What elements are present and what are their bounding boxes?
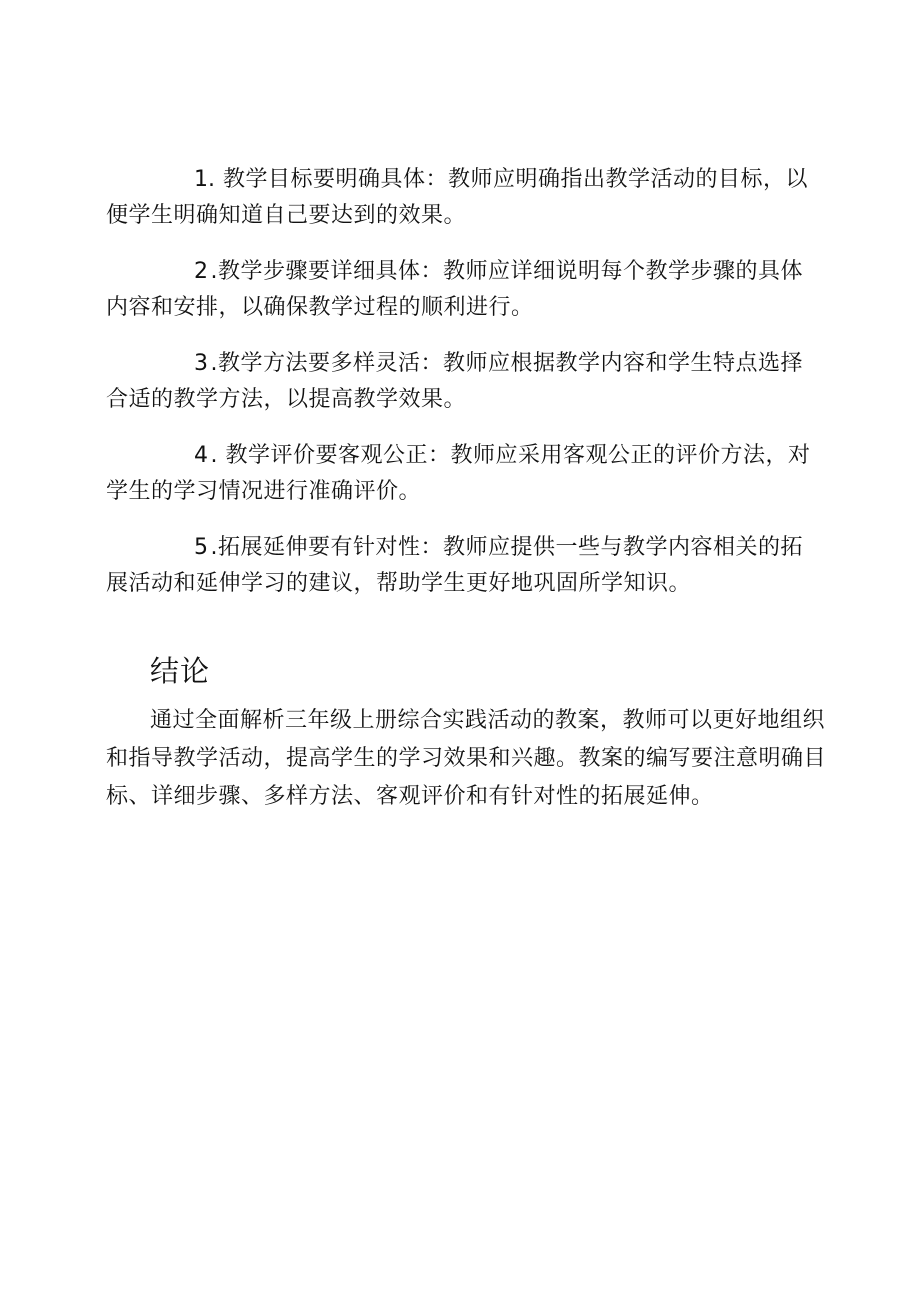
list-item-3 [106,346,824,418]
list-item-2 [106,254,824,326]
list-item-text: .教学方法要多样灵活：教师应根据教学内容和学生特点选择合适的教学方法，以提高教学效果。 [106,351,803,412]
list-number: 4 [194,443,209,468]
document-content [106,162,827,838]
list-number: 2 [194,259,209,284]
list-item-text: . 教学评价要客观公正：教师应采用客观公正的评价方法，对学生的学习情况进行准确评价。 [106,443,811,504]
list-number: 3 [194,351,209,376]
list-item-text: . 教学目标要明确具体：教师应明确指出教学活动的目标，以便学生明确知道自己要达到的效果。 [106,167,808,228]
list-number: 5 [194,535,209,560]
conclusion-heading: 结论 [150,654,211,688]
list-number: 1 [194,167,209,192]
list-item-4 [106,438,824,510]
list-item-text: .教学步骤要详细具体：教师应详细说明每个教学步骤的具体内容和安排，以确保教学过程的顺利进行。 [106,259,803,320]
list-item-5 [106,530,824,602]
list-item-1 [106,162,824,234]
conclusion-paragraph: 通过全面解析三年级上册综合实践活动的教案，教师可以更好地组织和指导教学活动，提高学生的学习效果和兴趣。教案的编写要注意明确目标、详细步骤、多样方法、客观评价和有针对性的拓展延伸。 [106,708,827,809]
list-item-text: .拓展延伸要有针对性：教师应提供一些与教学内容相关的拓展活动和延伸学习的建议，帮助学生更好地巩固所学知识。 [106,535,803,596]
